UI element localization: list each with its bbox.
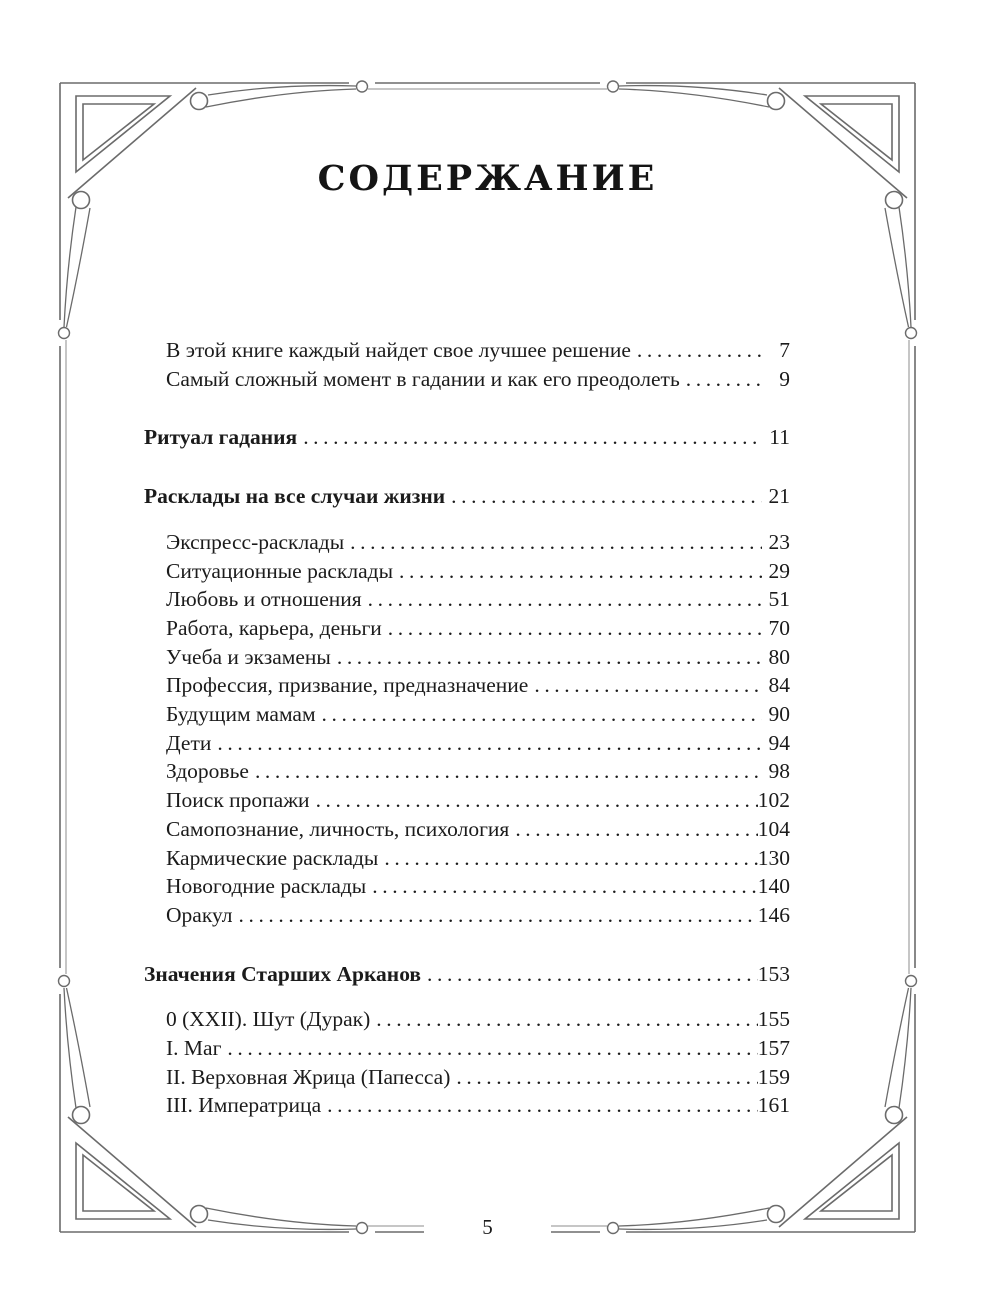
toc-entry-label: Экспресс-расклады	[166, 529, 345, 554]
toc-entry-label: Новогодние расклады	[166, 874, 367, 899]
toc-entry-page: 9	[779, 366, 790, 391]
toc-row	[144, 700, 790, 729]
toc-row	[144, 1034, 790, 1063]
toc-row	[144, 901, 790, 930]
toc-entry-label: Поиск пропажи	[166, 788, 310, 813]
toc-row	[144, 528, 790, 557]
dot-leader	[393, 557, 762, 586]
toc-entry-page: 23	[768, 529, 790, 554]
dot-leader	[509, 815, 757, 844]
dot-leader	[362, 585, 762, 614]
toc-row	[144, 643, 790, 672]
toc-row	[144, 1005, 790, 1034]
toc-section	[144, 423, 790, 452]
toc-list	[144, 336, 790, 1120]
dot-leader	[378, 844, 757, 873]
toc-row	[144, 336, 790, 365]
toc-entry-label: II. Верховная Жрица (Папесса)	[166, 1064, 451, 1089]
toc-entry-page: 21	[768, 484, 790, 509]
toc-subsection	[144, 1005, 790, 1120]
toc-entry-label: Здоровье	[166, 759, 249, 784]
toc-row	[144, 365, 790, 394]
dot-leader	[297, 423, 762, 452]
dot-leader	[316, 700, 762, 729]
toc-entry-page: 130	[757, 845, 790, 870]
footer-page-number: 5	[482, 1215, 493, 1239]
dot-leader	[450, 1063, 757, 1092]
toc-entry-label: Будущим мамам	[166, 702, 316, 727]
dot-leader	[366, 872, 757, 901]
toc-row	[144, 1063, 790, 1092]
dot-leader	[331, 643, 762, 672]
toc-entry-page: 102	[757, 788, 790, 813]
toc-row	[144, 844, 790, 873]
dot-leader	[421, 960, 758, 989]
dot-leader	[221, 1034, 757, 1063]
toc-row	[144, 872, 790, 901]
toc-entry-label: Значения Старших Арканов	[144, 961, 422, 986]
toc-entry-page: 11	[769, 425, 790, 450]
toc-section	[144, 960, 790, 1121]
toc-entry-label: Учеба и экзамены	[166, 644, 331, 669]
toc-entry-label: Кармические расклады	[166, 845, 379, 870]
toc-entry-page: 90	[768, 702, 790, 727]
toc-entry-label: Самопознание, личность, психология	[166, 816, 510, 841]
toc-entry-page: 104	[757, 816, 790, 841]
dot-leader	[310, 786, 758, 815]
toc-entry-page: 84	[768, 673, 790, 698]
toc-row	[144, 1091, 790, 1120]
toc-entry-label: Профессия, призвание, предназначение	[166, 673, 529, 698]
corner-ornament-top-right	[619, 86, 911, 327]
toc-row	[144, 815, 790, 844]
toc-section	[144, 482, 790, 930]
toc-entry-page: 161	[757, 1093, 790, 1118]
toc-entry-label: Любовь и отношения	[166, 587, 362, 612]
toc-entry-page: 29	[768, 558, 790, 583]
toc-row	[144, 757, 790, 786]
toc-entry-page: 153	[757, 961, 790, 986]
dot-leader	[249, 757, 762, 786]
toc-entry-label: 0 (XXII). Шут (Дурак)	[166, 1007, 371, 1032]
toc-row	[144, 585, 790, 614]
toc-row	[144, 671, 790, 700]
toc-entry-label: Оракул	[166, 902, 233, 927]
toc-section	[144, 336, 790, 393]
toc-entry-page: 157	[757, 1036, 790, 1061]
dot-leader	[321, 1091, 758, 1120]
toc-row	[144, 614, 790, 643]
dot-leader	[370, 1005, 758, 1034]
dot-leader	[680, 365, 762, 394]
toc-entry-page: 155	[757, 1007, 790, 1032]
toc-entry-page: 51	[768, 587, 790, 612]
toc-entry-page: 70	[768, 615, 790, 640]
toc-row	[144, 786, 790, 815]
toc-row	[144, 557, 790, 586]
corner-ornament-top-left	[64, 86, 356, 327]
toc-entry-page: 7	[779, 338, 790, 362]
toc-entry-page: 98	[768, 759, 790, 784]
dot-leader	[445, 482, 762, 511]
toc-subsection	[144, 336, 790, 393]
toc-entry-label: Дети	[166, 730, 212, 755]
toc-entry-label: III. Императрица	[166, 1093, 322, 1118]
toc-entry-label: Самый сложный момент в гадании и как его преодолеть	[166, 366, 680, 391]
dot-leader	[631, 336, 762, 365]
toc-row	[144, 423, 790, 452]
toc-entry-page: 94	[768, 730, 790, 755]
toc-content	[144, 336, 790, 1120]
dot-leader	[528, 671, 762, 700]
page-title: СОДЕРЖАНИЕ	[317, 158, 658, 199]
dot-leader	[233, 901, 758, 930]
dot-leader	[344, 528, 762, 557]
toc-entry-label: Работа, карьера, деньги	[166, 615, 382, 640]
toc-entry-label: Расклады на все случаи жизни	[144, 484, 446, 509]
toc-row	[144, 960, 790, 989]
toc-row	[144, 482, 790, 511]
toc-entry-label: Ритуал гадания	[144, 425, 298, 450]
toc-entry-label: I. Маг	[166, 1036, 222, 1061]
dot-leader	[382, 614, 762, 643]
toc-subsection	[144, 528, 790, 930]
toc-entry-page: 146	[757, 902, 790, 927]
toc-entry-page: 140	[757, 874, 790, 899]
toc-entry-page: 159	[757, 1064, 790, 1089]
toc-row	[144, 729, 790, 758]
toc-entry-page: 80	[768, 644, 790, 669]
toc-entry-label: Ситуационные расклады	[166, 558, 394, 583]
dot-leader	[211, 729, 762, 758]
toc-entry-label: В этой книге каждый найдет свое лучшее решение	[166, 338, 631, 362]
